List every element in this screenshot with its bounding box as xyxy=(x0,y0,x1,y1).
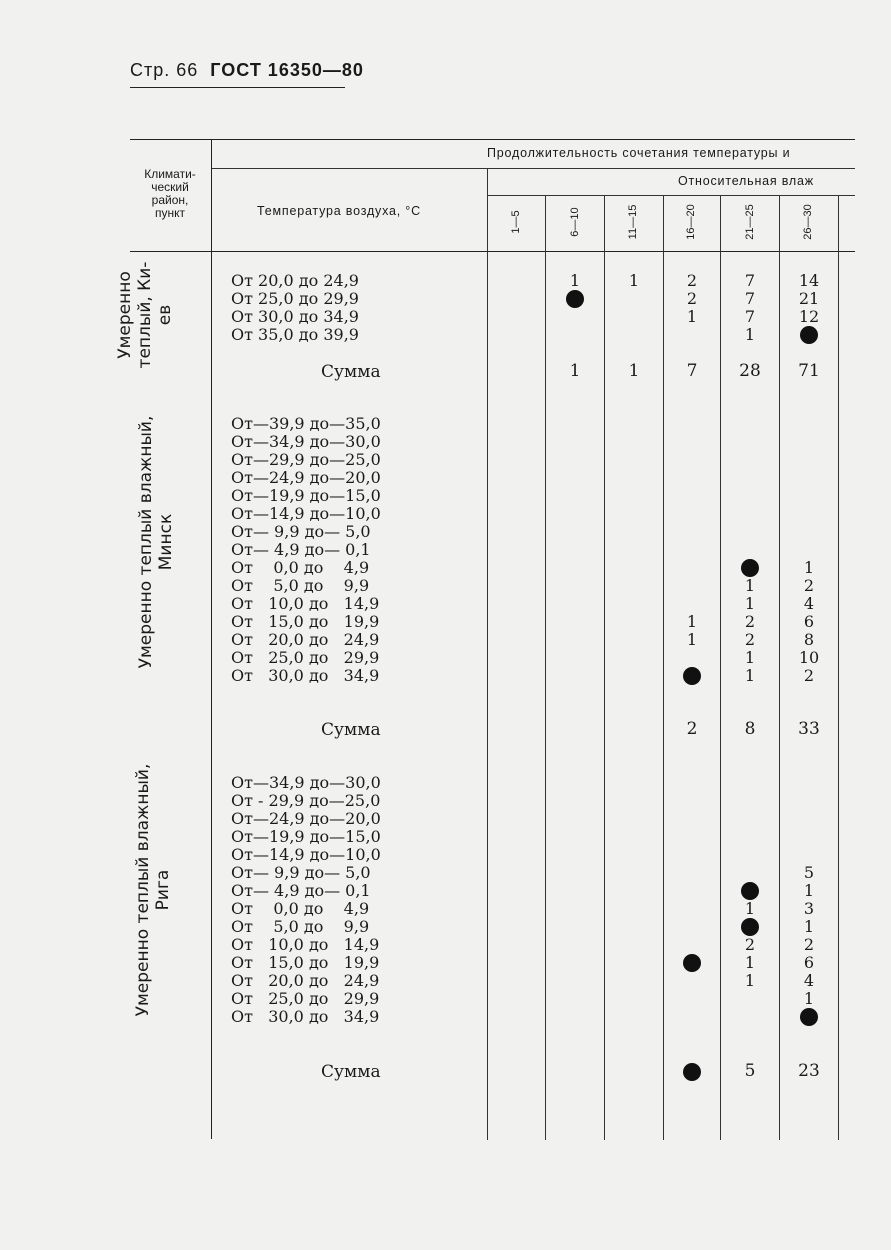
table-cell: 2 xyxy=(744,612,756,631)
table-cell: 1 xyxy=(803,917,815,936)
temperature-range: От 5,0 до 9,9 xyxy=(231,576,370,595)
table-cell: 1 xyxy=(686,307,698,326)
table-cell: 1 xyxy=(744,953,756,972)
col-divider-temp xyxy=(487,168,488,1140)
temperature-range: От— 4,9 до— 0,1 xyxy=(231,881,371,900)
region-label-line: Рига xyxy=(153,869,173,911)
sum-cell: 23 xyxy=(798,1061,820,1081)
table-cell: 7 xyxy=(744,307,756,326)
temperature-range: От—19,9 до—15,0 xyxy=(231,827,381,846)
humidity-col-header: 26—30 xyxy=(802,204,814,240)
table-cell: 1 xyxy=(744,666,756,685)
sum-cell: 33 xyxy=(798,719,820,739)
col-divider-region xyxy=(211,139,212,1139)
filled-dot-mark xyxy=(741,918,759,936)
region-col-header-line: Климати- xyxy=(144,167,196,181)
region-label-riga xyxy=(133,730,177,1050)
table-cell: 1 xyxy=(744,899,756,918)
temperature-range: От—24,9 до—20,0 xyxy=(231,468,381,487)
temperature-range: От—19,9 до—15,0 xyxy=(231,486,381,505)
sum-cell: 2 xyxy=(686,719,698,739)
filled-dot-mark xyxy=(741,559,759,577)
region-col-header xyxy=(130,168,210,220)
table-cell: 8 xyxy=(803,630,815,649)
temp-col-header: Температура воздуха, °С xyxy=(257,204,421,218)
temperature-range: От 25,0 до 29,9 xyxy=(231,989,380,1008)
table-cell: 14 xyxy=(798,271,820,290)
table-cell: 2 xyxy=(803,935,815,954)
sum-cell: 28 xyxy=(739,361,761,381)
humidity-col-header: 16—20 xyxy=(685,204,697,240)
table-cell: 4 xyxy=(803,971,815,990)
filled-dot-mark xyxy=(800,326,818,344)
table-cell: 1 xyxy=(686,630,698,649)
temperature-range: От 0,0 до 4,9 xyxy=(231,558,370,577)
filled-dot-mark xyxy=(683,954,701,972)
col-divider-5 xyxy=(779,195,780,1140)
table-cell: 1 xyxy=(744,971,756,990)
region-label-line: Умеренно xyxy=(115,271,135,359)
filled-dot-mark xyxy=(741,882,759,900)
table-cell: 1 xyxy=(744,576,756,595)
temperature-range: От—34,9 до—30,0 xyxy=(231,432,381,451)
table-cell: 2 xyxy=(744,630,756,649)
table-cell: 2 xyxy=(803,666,815,685)
sum-cell: 5 xyxy=(744,1061,756,1081)
filled-dot-mark xyxy=(566,290,584,308)
sum-cell: 1 xyxy=(569,361,581,381)
temperature-range: От 30,0 до 34,9 xyxy=(231,1007,380,1026)
temperature-range: От—14,9 до—10,0 xyxy=(231,504,381,523)
region-label-line: Умеренно теплый влажный, xyxy=(136,415,156,669)
temperature-range: От—34,9 до—30,0 xyxy=(231,773,381,792)
subgroup-title: Относительная влаж xyxy=(678,174,814,188)
page-number: Стр. 66 xyxy=(130,60,199,80)
group-title: Продолжительность сочетания температуры и xyxy=(487,146,791,160)
region-col-header-line: пункт xyxy=(154,206,185,220)
table-cell: 1 xyxy=(686,612,698,631)
table-cell: 12 xyxy=(798,307,820,326)
sum-cell: 71 xyxy=(798,361,820,381)
col-divider-1 xyxy=(545,195,546,1140)
temperature-range: От 30,0 до 34,9 xyxy=(231,666,380,685)
humidity-col-header: 6—10 xyxy=(569,207,581,237)
table-cell: 1 xyxy=(744,325,756,344)
filled-dot-mark xyxy=(683,1063,701,1081)
table-cell: 4 xyxy=(803,594,815,613)
filled-dot-mark xyxy=(800,1008,818,1026)
sum-label: Сумма xyxy=(321,362,381,382)
sum-label: Сумма xyxy=(321,1062,381,1082)
table-cell: 7 xyxy=(744,271,756,290)
region-col-header-line: район, xyxy=(151,193,189,207)
table-cell: 7 xyxy=(744,289,756,308)
table-cell: 2 xyxy=(803,576,815,595)
table-cell: 6 xyxy=(803,953,815,972)
sum-cell: 8 xyxy=(744,719,756,739)
table-cell: 10 xyxy=(798,648,820,667)
table-cell: 2 xyxy=(686,271,698,290)
table-cell: 6 xyxy=(803,612,815,631)
table-cell: 2 xyxy=(686,289,698,308)
humidity-col-header: 21—25 xyxy=(744,204,756,240)
region-col-header-line: ческий xyxy=(151,180,189,194)
temperature-range: От 15,0 до 19,9 xyxy=(231,953,380,972)
table-cell: 21 xyxy=(798,289,820,308)
temperature-range: От— 9,9 до— 5,0 xyxy=(231,522,371,541)
region-label-line: теплый, Ки- xyxy=(135,261,155,369)
table-cell: 1 xyxy=(569,271,581,290)
col-divider-3 xyxy=(663,195,664,1140)
sum-label: Сумма xyxy=(321,720,381,740)
temperature-range: От 0,0 до 4,9 xyxy=(231,899,370,918)
temperature-range: От—14,9 до—10,0 xyxy=(231,845,381,864)
temperature-range: От 10,0 до 14,9 xyxy=(231,594,380,613)
col-divider-4 xyxy=(720,195,721,1140)
temperature-range: От 15,0 до 19,9 xyxy=(231,612,380,631)
temperature-range: От 20,0 до 24,9 xyxy=(231,271,359,290)
table-cell: 3 xyxy=(803,899,815,918)
region-label-line: ев xyxy=(155,304,175,326)
table-cell: 1 xyxy=(744,594,756,613)
table-cell: 1 xyxy=(803,881,815,900)
sum-cell: 7 xyxy=(686,361,698,381)
sum-cell: 1 xyxy=(628,361,640,381)
subgroup-title-rule xyxy=(487,195,855,196)
table-cell: 1 xyxy=(803,558,815,577)
table-cell: 2 xyxy=(744,935,756,954)
temperature-range: От—24,9 до—20,0 xyxy=(231,809,381,828)
temperature-range: От 20,0 до 24,9 xyxy=(231,630,380,649)
temperature-range: От 5,0 до 9,9 xyxy=(231,917,370,936)
table-cell: 1 xyxy=(803,989,815,1008)
col-divider-2 xyxy=(604,195,605,1140)
table-cell: 1 xyxy=(628,271,640,290)
filled-dot-mark xyxy=(683,667,701,685)
region-label-minsk xyxy=(136,382,180,702)
group-title-rule xyxy=(212,168,855,169)
temperature-range: От 35,0 до 39,9 xyxy=(231,325,359,344)
temperature-range: От 25,0 до 29,9 xyxy=(231,648,380,667)
temperature-range: От—39,9 до—35,0 xyxy=(231,414,381,433)
temperature-range: От 25,0 до 29,9 xyxy=(231,289,359,308)
temperature-range: От - 29,9 до—25,0 xyxy=(231,791,381,810)
temperature-range: От 30,0 до 34,9 xyxy=(231,307,359,326)
temperature-range: От— 4,9 до— 0,1 xyxy=(231,540,371,559)
table-top-border xyxy=(130,139,855,140)
col-divider-6 xyxy=(838,195,839,1140)
temperature-range: От—29,9 до—25,0 xyxy=(231,450,381,469)
temperature-range: От 10,0 до 14,9 xyxy=(231,935,380,954)
region-label-line: Умеренно теплый влажный, xyxy=(133,763,153,1017)
humidity-col-header: 1—5 xyxy=(510,210,522,234)
page-header xyxy=(130,60,364,81)
table-cell: 5 xyxy=(803,863,815,882)
gost-number: ГОСТ 16350—80 xyxy=(210,60,364,80)
region-label-line: Минск xyxy=(156,513,176,571)
humidity-col-header: 11—15 xyxy=(627,204,639,240)
region-label-kiev xyxy=(115,240,175,390)
temperature-range: От— 9,9 до— 5,0 xyxy=(231,863,371,882)
header-underline xyxy=(130,87,345,88)
temperature-range: От 20,0 до 24,9 xyxy=(231,971,380,990)
table-cell: 1 xyxy=(744,648,756,667)
